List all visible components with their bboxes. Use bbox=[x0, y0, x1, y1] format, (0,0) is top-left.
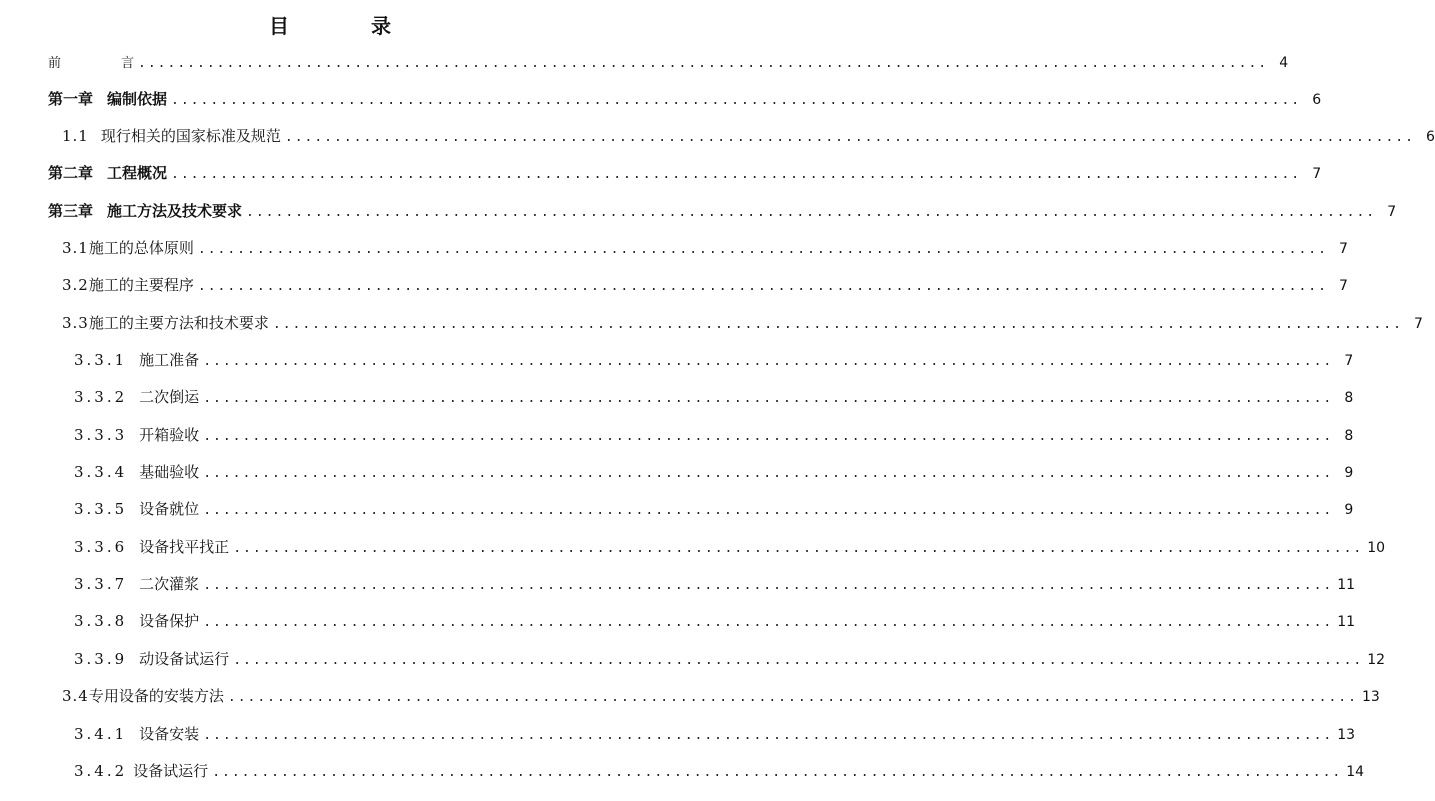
toc-entry-label: 设备找平找正 bbox=[139, 538, 230, 556]
toc-entry-3-3-7[interactable] bbox=[74, 573, 1356, 599]
toc-entry-page: 7 bbox=[1414, 316, 1423, 332]
toc-entry-label: 设备安装 bbox=[139, 725, 200, 743]
toc-entry-3-3-3[interactable] bbox=[74, 424, 1354, 450]
toc-entry-3-3-1[interactable] bbox=[74, 349, 1354, 375]
toc-entry-page: 9 bbox=[1344, 465, 1354, 481]
leader-dots: ................................................................................................................... bbox=[203, 391, 1334, 406]
toc-entry-number: 3.3.3 bbox=[74, 426, 128, 444]
toc-entry-label: 施工的主要方法和技术要求 bbox=[88, 314, 269, 332]
toc-entry-number: 3.1 bbox=[62, 239, 89, 257]
toc-entry-label: 工程概况 bbox=[107, 164, 168, 182]
leader-dots: ................................................................................................................... bbox=[203, 466, 1334, 481]
toc-entry-page: 6 bbox=[1426, 129, 1435, 145]
toc-entry-label: 编制依据 bbox=[107, 90, 168, 108]
toc-entry-number: 1.1 bbox=[62, 127, 89, 145]
toc-entry-number: 3.3.1 bbox=[74, 351, 128, 369]
toc-entry-page: 12 bbox=[1367, 652, 1386, 668]
toc-entry-number: 3.3 bbox=[62, 314, 89, 332]
leader-dots: ................................................................................................................... bbox=[233, 541, 1364, 556]
toc-entry-page: 9 bbox=[1344, 502, 1354, 518]
leader-dots: ................................................................................................................... bbox=[272, 317, 1403, 332]
leader-dots: ................................................................................................................... bbox=[212, 765, 1343, 780]
toc-entry-number: 3.3.6 bbox=[74, 538, 128, 556]
toc-entry-number: 3.3.2 bbox=[74, 388, 128, 406]
toc-entry-number: 3.4.2 bbox=[74, 762, 128, 780]
toc-entry-number: 第二章 bbox=[48, 164, 94, 182]
toc-entry-3-2[interactable] bbox=[62, 274, 1348, 300]
leader-dots: ................................................................................................................... bbox=[203, 354, 1334, 369]
toc-entry-page: 11 bbox=[1337, 614, 1356, 630]
toc-entry-page: 7 bbox=[1339, 241, 1348, 257]
toc-entry-3-3-4[interactable] bbox=[74, 461, 1354, 487]
toc-entry-page: 14 bbox=[1346, 764, 1365, 780]
toc-entry-label: 专用设备的安装方法 bbox=[88, 687, 224, 705]
leader-dots: ................................................................................................................... bbox=[227, 690, 1358, 705]
toc-entry-page: 10 bbox=[1367, 540, 1386, 556]
toc-entry-page: 7 bbox=[1339, 278, 1348, 294]
leader-dots: ................................................................................................................... bbox=[203, 429, 1334, 444]
toc-entry-number: 第一章 bbox=[48, 90, 94, 108]
toc-entry-page: 13 bbox=[1337, 727, 1356, 743]
toc-entry-label: 二次灌浆 bbox=[139, 575, 200, 593]
toc-entry-3-4-1[interactable] bbox=[74, 723, 1356, 749]
toc-entry-number: 3.3.5 bbox=[74, 500, 128, 518]
toc-entry-label: 动设备试运行 bbox=[139, 650, 230, 668]
toc-entry-number: 3.3.9 bbox=[74, 650, 128, 668]
toc-entry-label: 施工方法及技术要求 bbox=[107, 202, 243, 220]
toc-entry-number: 3.4 bbox=[62, 687, 89, 705]
toc-entry-3-3-2[interactable] bbox=[74, 386, 1354, 412]
leader-dots: ................................................................................................................... bbox=[246, 205, 1377, 220]
toc-entry-number: 3.3.4 bbox=[74, 463, 128, 481]
leader-dots: ................................................................................................................... bbox=[203, 503, 1334, 518]
toc-entry-number: 3.2 bbox=[62, 276, 89, 294]
leader-dots: ................................................................................................................... bbox=[171, 93, 1302, 108]
toc-entry-page: 11 bbox=[1337, 577, 1356, 593]
toc-entry-chapter-3[interactable] bbox=[48, 200, 1397, 226]
toc-entry-label: 基础验收 bbox=[139, 463, 200, 481]
title-part-2: 录 bbox=[371, 14, 393, 38]
toc-entry-label: 二次倒运 bbox=[139, 388, 200, 406]
toc-entry-page: 8 bbox=[1344, 428, 1354, 444]
toc-entry-page: 13 bbox=[1361, 689, 1380, 705]
leader-dots: ................................................................................................................... bbox=[203, 728, 1334, 743]
toc-entry-number: 第三章 bbox=[48, 202, 94, 220]
toc-entry-label: 现行相关的国家标准及规范 bbox=[100, 127, 281, 145]
leader-dots: ................................................................................................................... bbox=[233, 653, 1364, 668]
toc-entry-number: 3.4.1 bbox=[74, 725, 128, 743]
toc-entry-page: 4 bbox=[1279, 55, 1289, 71]
toc-entry-label: 设备就位 bbox=[139, 500, 200, 518]
toc-entry-3-3-8[interactable] bbox=[74, 610, 1356, 636]
toc-entry-preface[interactable] bbox=[48, 52, 1289, 78]
leader-dots: ................................................................................................................... bbox=[203, 615, 1334, 630]
leader-dots: ................................................................................................................... bbox=[197, 242, 1328, 257]
toc-entry-3-3[interactable] bbox=[62, 312, 1423, 338]
toc-entry-3-3-5[interactable] bbox=[74, 498, 1354, 524]
toc-entry-3-3-6[interactable] bbox=[74, 536, 1386, 562]
toc-entry-page: 7 bbox=[1387, 204, 1397, 220]
toc-entry-page: 6 bbox=[1312, 92, 1322, 108]
toc-entry-3-4[interactable] bbox=[62, 685, 1380, 711]
toc-entry-label: 施工准备 bbox=[139, 351, 200, 369]
toc-entry-number: 3.3.7 bbox=[74, 575, 128, 593]
leader-dots: ................................................................................................................... bbox=[284, 130, 1415, 145]
leader-dots: ................................................................................................................... bbox=[197, 279, 1328, 294]
toc-entry-page: 7 bbox=[1312, 166, 1322, 182]
toc-entry-3-3-9[interactable] bbox=[74, 648, 1386, 674]
toc-entry-chapter-1[interactable] bbox=[48, 88, 1322, 114]
toc-entry-page: 7 bbox=[1344, 353, 1354, 369]
toc-entry-label: 施工的主要程序 bbox=[88, 276, 194, 294]
toc-entry-label: 设备试运行 bbox=[133, 762, 209, 780]
toc-entry-label: 施工的总体原则 bbox=[88, 239, 194, 257]
leader-dots: ................................................................................................................... bbox=[171, 167, 1302, 182]
toc-entry-label: 开箱验收 bbox=[139, 426, 200, 444]
toc-entry-label: 设备保护 bbox=[139, 612, 200, 630]
leader-dots: ................................................................................................................... bbox=[138, 56, 1269, 71]
toc-entry-number: 3.3.8 bbox=[74, 612, 128, 630]
toc-entry-page: 8 bbox=[1344, 390, 1354, 406]
toc-entry-1-1[interactable] bbox=[62, 125, 1435, 151]
toc-entry-number: 前 bbox=[48, 56, 62, 71]
toc-entry-chapter-2[interactable] bbox=[48, 162, 1322, 188]
toc-entry-3-1[interactable] bbox=[62, 237, 1348, 263]
title-part-1: 目 bbox=[269, 14, 291, 38]
page-title bbox=[0, 10, 662, 39]
toc-entry-label: 言 bbox=[121, 56, 135, 71]
leader-dots: ................................................................................................................... bbox=[203, 578, 1334, 593]
toc-entry-3-4-2[interactable] bbox=[74, 760, 1365, 786]
